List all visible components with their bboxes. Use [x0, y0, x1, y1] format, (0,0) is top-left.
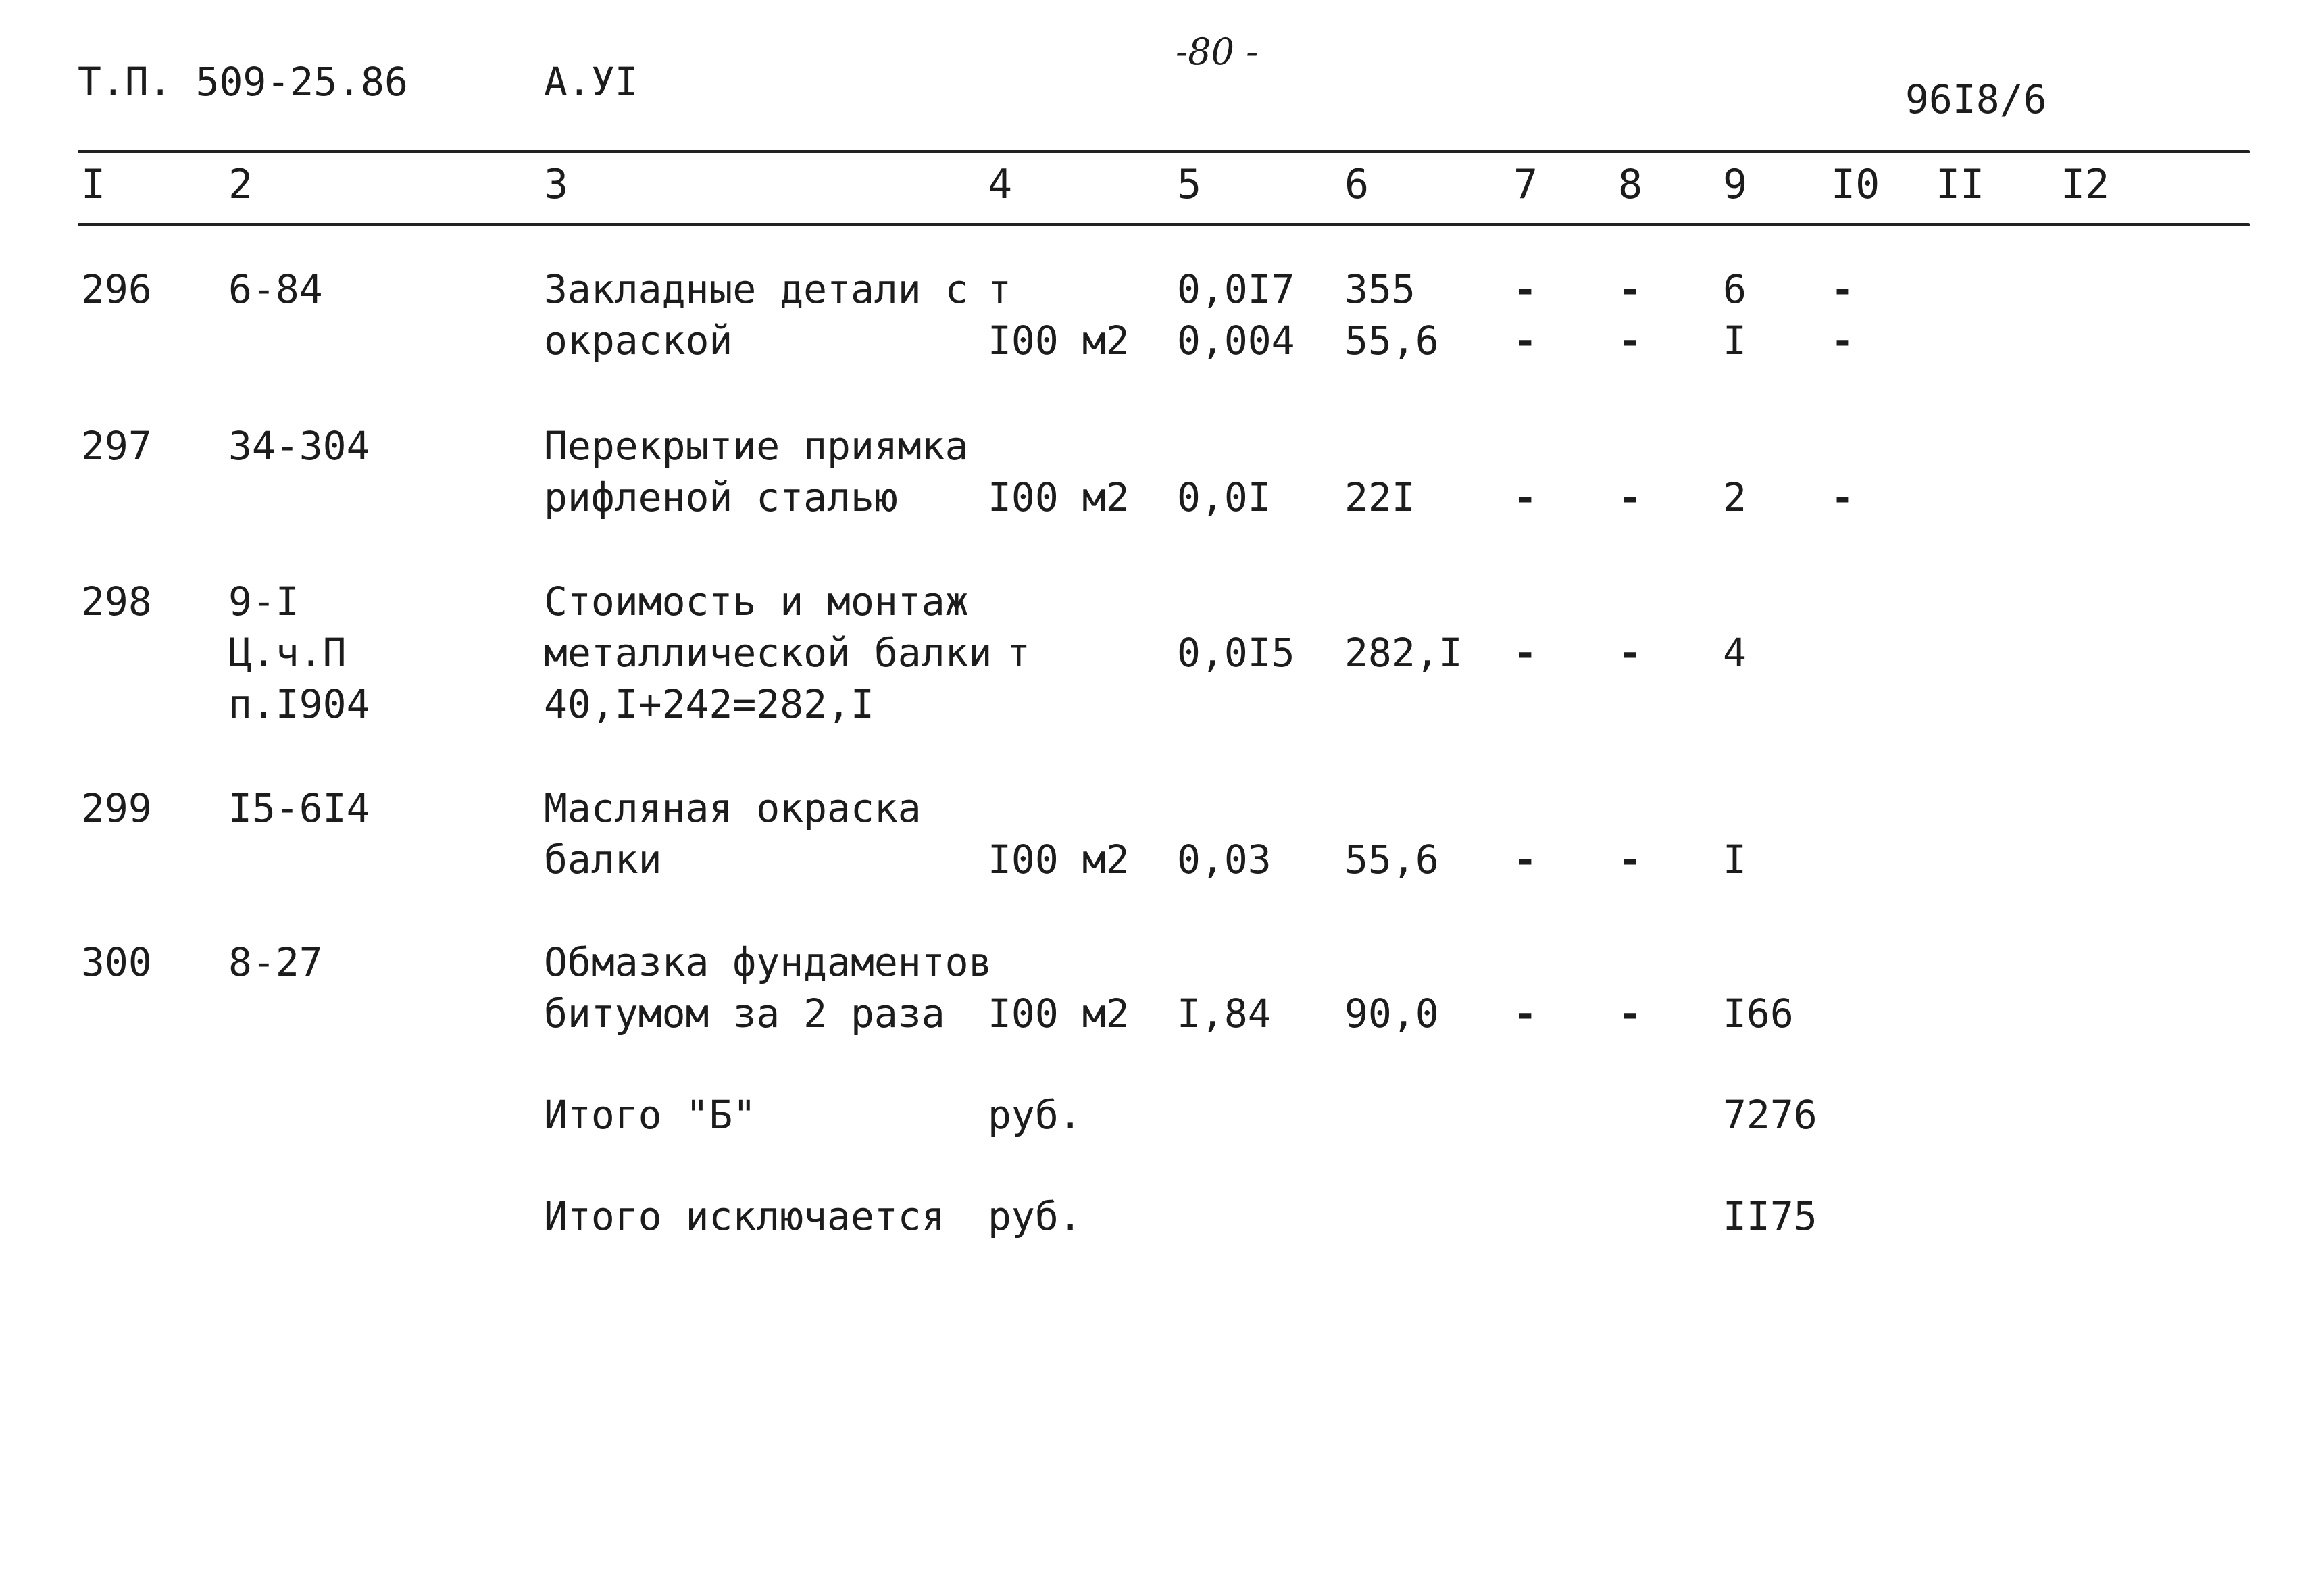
col9-value: 6	[1723, 266, 1746, 312]
unit: I00 м2	[988, 991, 1130, 1037]
col7-value: -	[1513, 266, 1537, 312]
unit: т	[1007, 630, 1030, 676]
norm-code: 34-304	[228, 423, 370, 469]
col8-value: -	[1618, 991, 1642, 1037]
document-code: Т.П. 509-25.86	[78, 59, 408, 105]
column-header: I2	[2061, 161, 2110, 208]
col7-value: -	[1513, 318, 1537, 364]
total-label: Итого исключается	[544, 1193, 945, 1239]
col10-value: -	[1831, 474, 1855, 520]
quantity: 0,03	[1177, 837, 1272, 882]
work-name: балки	[544, 837, 662, 882]
work-name: Перекрытие приямка	[544, 423, 969, 469]
column-header: 5	[1177, 161, 1202, 208]
work-name: окраской	[544, 318, 733, 364]
quantity: 0,0I5	[1177, 630, 1295, 676]
row-number: 298	[81, 578, 152, 624]
quantity: 0,004	[1177, 318, 1295, 364]
unit: I00 м2	[988, 837, 1130, 882]
row-number: 299	[81, 785, 152, 831]
work-name: рифленой сталью	[544, 474, 898, 520]
work-name: металлической балки	[544, 630, 992, 676]
work-name: битумом за 2 раза	[544, 991, 945, 1037]
work-name: Обмазка фундаментов	[544, 939, 992, 985]
quantity: I,84	[1177, 991, 1272, 1037]
column-header: 9	[1723, 161, 1748, 208]
column-header: 4	[988, 161, 1013, 208]
work-name: Закладные детали с	[544, 266, 969, 312]
col8-value: -	[1618, 630, 1642, 676]
row-number: 300	[81, 939, 152, 985]
norm-code: I5-6I4	[228, 785, 370, 831]
unit-price: 282,I	[1344, 630, 1463, 676]
col8-value: -	[1618, 266, 1642, 312]
total-value: 7276	[1723, 1092, 1817, 1138]
unit-price: 22I	[1344, 474, 1415, 520]
row-number: 296	[81, 266, 152, 312]
unit-price: 355	[1344, 266, 1415, 312]
col9-value: I66	[1723, 991, 1794, 1037]
norm-code: 8-27	[228, 939, 323, 985]
unit-price: 55,6	[1344, 318, 1439, 364]
unit-price: 55,6	[1344, 837, 1439, 882]
column-header: I0	[1831, 161, 1880, 208]
work-name: Стоимость и монтаж	[544, 578, 969, 624]
column-header-row	[0, 161, 2314, 211]
col8-value: -	[1618, 318, 1642, 364]
total-unit: руб.	[988, 1092, 1082, 1138]
total-unit: руб.	[988, 1193, 1082, 1239]
col8-value: -	[1618, 837, 1642, 882]
work-name: Масляная окраска	[544, 785, 922, 831]
unit-price: 90,0	[1344, 991, 1439, 1037]
col7-value: -	[1513, 630, 1537, 676]
column-header: 7	[1513, 161, 1538, 208]
col10-value: -	[1831, 318, 1855, 364]
table-header-rule	[78, 223, 2250, 226]
column-header: 6	[1344, 161, 1369, 208]
unit: I00 м2	[988, 318, 1130, 364]
col9-value: 4	[1723, 630, 1746, 676]
col9-value: I	[1723, 837, 1746, 882]
unit: т	[988, 266, 1011, 312]
column-header: I	[81, 161, 106, 208]
unit: I00 м2	[988, 474, 1130, 520]
col8-value: -	[1618, 474, 1642, 520]
col10-value: -	[1831, 266, 1855, 312]
quantity: 0,0I7	[1177, 266, 1295, 312]
norm-code: 6-84	[228, 266, 323, 312]
page-number: -80 -	[1176, 30, 1259, 73]
col7-value: -	[1513, 837, 1537, 882]
col9-value: I	[1723, 318, 1746, 364]
column-header: 8	[1618, 161, 1643, 208]
norm-code: Ц.ч.П	[228, 630, 347, 676]
total-label: Итого "Б"	[544, 1092, 757, 1138]
quantity: 0,0I	[1177, 474, 1272, 520]
col9-value: 2	[1723, 474, 1746, 520]
norm-code: 9-I	[228, 578, 299, 624]
col7-value: -	[1513, 991, 1537, 1037]
column-header: 3	[544, 161, 569, 208]
table-top-rule	[78, 150, 2250, 153]
column-header: 2	[228, 161, 253, 208]
row-number: 297	[81, 423, 152, 469]
norm-code: п.I904	[228, 681, 370, 727]
col7-value: -	[1513, 474, 1537, 520]
column-header: II	[1936, 161, 1985, 208]
work-name: 40,I+242=282,I	[544, 681, 874, 727]
total-value: II75	[1723, 1193, 1817, 1239]
sheet-code: 96I8/6	[1905, 76, 2047, 122]
album-number: А.УI	[544, 59, 638, 105]
